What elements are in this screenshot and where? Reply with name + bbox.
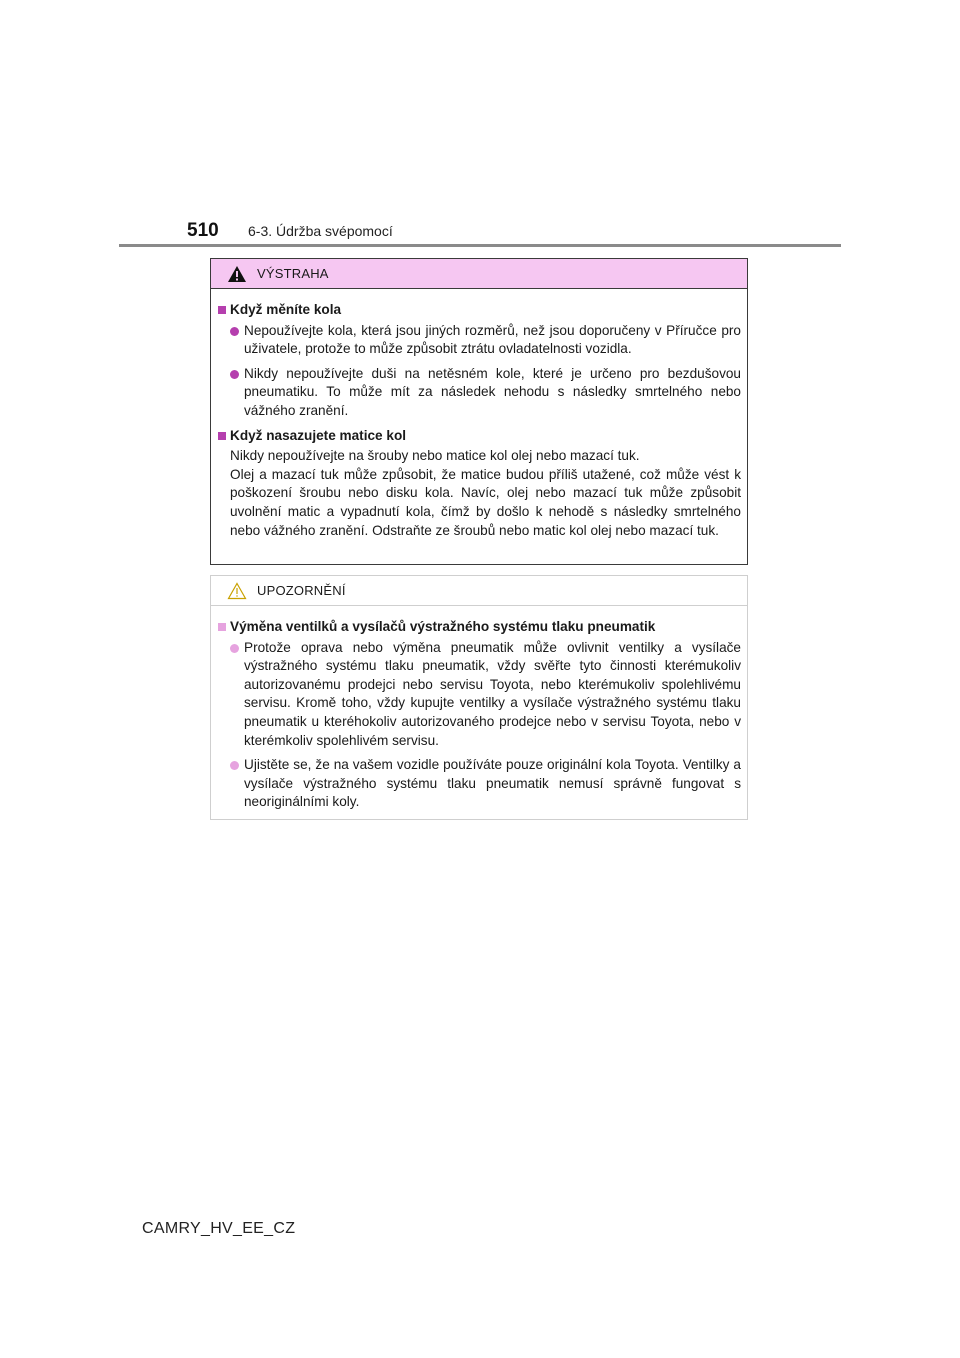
paragraph: Olej a mazací tuk může způsobit, že matice budou příliš utažené, což může vést k poškození šroubu nebo disku kola. Navíc, olej nebo mazací tuk může způsobit uvolnění matic a vypadnutí kola, čímž by došlo k nehodě s následky smrtelného nebo vážného zranění. Odstraňte ze šroubů nebo matic kol olej nebo mazací tuk.: [230, 466, 741, 538]
round-bullet-icon: [230, 644, 239, 653]
page-number: 510: [187, 220, 219, 241]
section-title: 6-3. Údržba svépomocí: [248, 223, 393, 239]
paragraph: Nikdy nepoužívejte na šrouby nebo matice kol olej nebo mazací tuk.: [230, 448, 640, 464]
caution-triangle-outline-icon: [227, 582, 247, 600]
warning-title: VÝSTRAHA: [257, 266, 329, 281]
square-bullet-icon: [218, 432, 226, 440]
round-bullet-icon: [230, 761, 239, 770]
warning-box-header: [211, 259, 747, 289]
caution-section-heading: Výměna ventilků a vysílačů výstražného systému tlaku pneumatik: [218, 618, 741, 637]
warning-body: [211, 289, 747, 540]
list-item: Nikdy nepoužívejte duši na netěsném kole, které je určeno pro bezdušovou pneumatiku. To může mít za následek nehodu s následky smrtelného nebo vážného zranění.: [230, 365, 741, 421]
header-divider: [119, 244, 841, 247]
square-bullet-icon: [218, 623, 226, 631]
round-bullet-icon: [230, 370, 239, 379]
caution-box: [210, 575, 748, 820]
caution-box-header: [211, 576, 747, 606]
document-code: CAMRY_HV_EE_CZ: [142, 1220, 296, 1237]
caution-body: [211, 606, 747, 812]
warning-section-heading: Když měníte kola: [218, 301, 741, 320]
warning-triangle-icon: [227, 265, 247, 283]
list-item: Ujistěte se, že na vašem vozidle používáte pouze originální kola Toyota. Ventilky a vysílače výstražného systému tlaku pneumatik nemusí správně fungovat s neoriginálními koly.: [230, 756, 741, 812]
square-bullet-icon: [218, 306, 226, 314]
warning-section-heading: Když nasazujete matice kol: [218, 427, 741, 446]
round-bullet-icon: [230, 327, 239, 336]
list-item: Nepoužívejte kola, která jsou jiných rozměrů, než jsou doporučeny v Příručce pro uživatele, protože to může způsobit ztrátu ovladatelnosti vozidla.: [230, 322, 741, 359]
warning-box: [210, 258, 748, 565]
caution-title: UPOZORNĚNÍ: [257, 583, 346, 598]
list-item: Protože oprava nebo výměna pneumatik může ovlivnit ventilky a vysílače výstražného systému tlaku pneumatik, vždy svěřte tyto činnosti kterémukoliv autorizovanému prodejci nebo servisu Toyota, nebo kterémukoliv spolehlivému servisu. Kromě toho, vždy kupujte ventilky a vysílače výstražného systému tlaku pneumatik u kteréhokoliv autorizovaného prodejce nebo v servisu Toyota, nebo v kterémkoliv spolehlivém servisu.: [230, 639, 741, 751]
